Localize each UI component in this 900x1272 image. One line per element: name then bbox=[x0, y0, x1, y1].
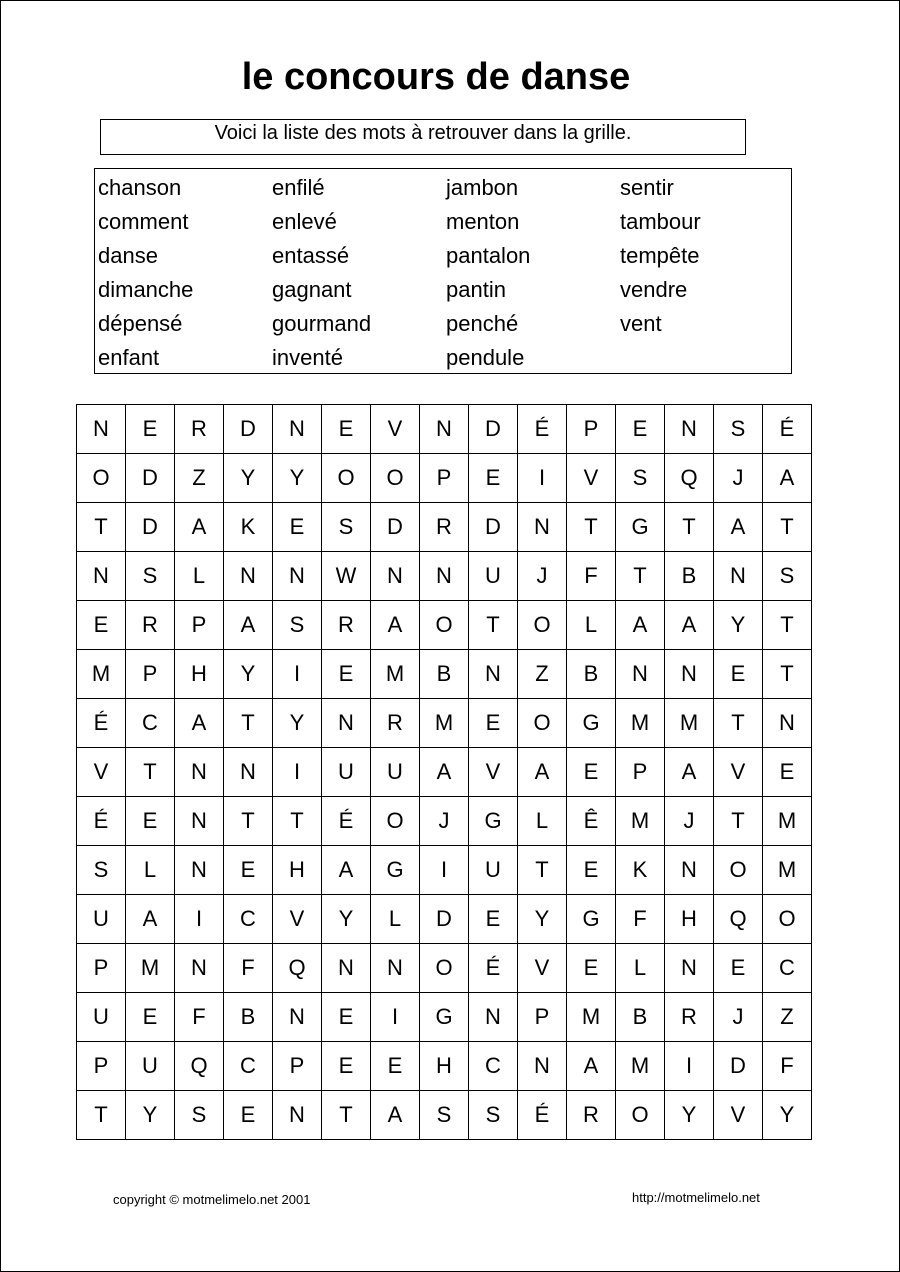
grid-row bbox=[77, 944, 812, 993]
grid-cell[interactable]: N bbox=[175, 944, 224, 993]
word-list-item: dimanche bbox=[98, 277, 194, 302]
grid-cell[interactable]: A bbox=[371, 601, 420, 650]
grid-cell[interactable]: E bbox=[224, 1091, 273, 1140]
grid-cell[interactable]: B bbox=[420, 650, 469, 699]
grid-cell[interactable]: P bbox=[77, 944, 126, 993]
grid-cell[interactable]: N bbox=[224, 552, 273, 601]
grid-cell[interactable]: N bbox=[469, 650, 518, 699]
grid-cell[interactable]: U bbox=[77, 895, 126, 944]
grid-cell[interactable]: S bbox=[469, 1091, 518, 1140]
grid-cell[interactable]: J bbox=[518, 552, 567, 601]
grid-cell[interactable]: N bbox=[665, 650, 714, 699]
grid-cell[interactable]: I bbox=[420, 846, 469, 895]
grid-cell[interactable]: G bbox=[371, 846, 420, 895]
grid-cell[interactable]: O bbox=[616, 1091, 665, 1140]
grid-cell[interactable]: T bbox=[77, 1091, 126, 1140]
grid-cell[interactable]: P bbox=[77, 1042, 126, 1091]
grid-cell[interactable]: O bbox=[518, 699, 567, 748]
word-list-item: penché bbox=[446, 311, 519, 336]
grid-cell[interactable]: N bbox=[175, 797, 224, 846]
grid-cell[interactable]: T bbox=[763, 503, 812, 552]
grid-cell[interactable]: N bbox=[371, 552, 420, 601]
grid-row bbox=[77, 699, 812, 748]
grid-cell[interactable]: K bbox=[224, 503, 273, 552]
grid-cell[interactable]: E bbox=[224, 846, 273, 895]
grid-cell[interactable]: A bbox=[126, 895, 175, 944]
grid-cell[interactable]: N bbox=[518, 1042, 567, 1091]
grid-cell[interactable]: C bbox=[763, 944, 812, 993]
grid-cell[interactable]: I bbox=[518, 454, 567, 503]
grid-cell[interactable]: A bbox=[763, 454, 812, 503]
grid-cell[interactable]: Y bbox=[224, 454, 273, 503]
grid-row bbox=[77, 846, 812, 895]
grid-cell[interactable]: V bbox=[714, 1091, 763, 1140]
grid-cell[interactable]: L bbox=[567, 601, 616, 650]
grid-cell[interactable]: E bbox=[273, 503, 322, 552]
grid-cell[interactable]: I bbox=[273, 748, 322, 797]
grid-cell[interactable]: U bbox=[126, 1042, 175, 1091]
grid-cell[interactable]: A bbox=[518, 748, 567, 797]
grid-cell[interactable]: T bbox=[567, 503, 616, 552]
grid-cell[interactable]: P bbox=[616, 748, 665, 797]
grid-cell[interactable]: Y bbox=[665, 1091, 714, 1140]
grid-cell[interactable]: T bbox=[714, 699, 763, 748]
grid-cell[interactable]: T bbox=[518, 846, 567, 895]
word-list-item: enfilé bbox=[272, 175, 325, 200]
grid-row bbox=[77, 454, 812, 503]
grid-cell[interactable]: T bbox=[763, 650, 812, 699]
grid-row bbox=[77, 993, 812, 1042]
grid-cell[interactable]: Q bbox=[273, 944, 322, 993]
grid-cell[interactable]: B bbox=[665, 552, 714, 601]
grid-cell[interactable]: N bbox=[714, 552, 763, 601]
grid-cell[interactable]: O bbox=[420, 601, 469, 650]
grid-cell[interactable]: L bbox=[126, 846, 175, 895]
grid-cell[interactable]: A bbox=[420, 748, 469, 797]
grid-cell[interactable]: Q bbox=[714, 895, 763, 944]
grid-cell[interactable]: E bbox=[616, 405, 665, 454]
word-list-item: entassé bbox=[272, 243, 350, 268]
grid-cell[interactable]: H bbox=[175, 650, 224, 699]
grid-cell[interactable]: E bbox=[126, 797, 175, 846]
word-list-item: enfant bbox=[98, 345, 160, 370]
grid-row bbox=[77, 503, 812, 552]
grid-cell[interactable]: H bbox=[665, 895, 714, 944]
grid-cell[interactable]: R bbox=[665, 993, 714, 1042]
grid-cell[interactable]: T bbox=[224, 797, 273, 846]
grid-cell[interactable]: É bbox=[518, 405, 567, 454]
grid-cell[interactable]: U bbox=[77, 993, 126, 1042]
grid-cell[interactable]: A bbox=[175, 503, 224, 552]
grid-cell[interactable]: T bbox=[763, 601, 812, 650]
grid-cell[interactable]: Y bbox=[273, 454, 322, 503]
grid-cell[interactable]: W bbox=[322, 552, 371, 601]
site-url: http://motmelimelo.net bbox=[632, 1190, 760, 1205]
grid-cell[interactable]: H bbox=[273, 846, 322, 895]
copyright-text: copyright © motmelimelo.net 2001 bbox=[113, 1192, 311, 1207]
grid-row bbox=[77, 405, 812, 454]
grid-cell[interactable]: D bbox=[420, 895, 469, 944]
grid-cell[interactable]: E bbox=[567, 748, 616, 797]
grid-cell[interactable]: Y bbox=[126, 1091, 175, 1140]
grid-cell[interactable]: T bbox=[714, 797, 763, 846]
grid-cell[interactable]: Y bbox=[763, 1091, 812, 1140]
grid-row bbox=[77, 748, 812, 797]
grid-cell[interactable]: R bbox=[126, 601, 175, 650]
grid-cell[interactable]: V bbox=[273, 895, 322, 944]
grid-cell[interactable]: C bbox=[224, 1042, 273, 1091]
grid-cell[interactable]: R bbox=[175, 405, 224, 454]
grid-cell[interactable]: V bbox=[371, 405, 420, 454]
grid-cell[interactable]: F bbox=[616, 895, 665, 944]
word-list-item: enlevé bbox=[272, 209, 337, 234]
word-list-item: gagnant bbox=[272, 277, 352, 302]
grid-cell[interactable]: P bbox=[273, 1042, 322, 1091]
grid-cell[interactable]: O bbox=[322, 454, 371, 503]
grid-cell[interactable]: E bbox=[469, 895, 518, 944]
grid-cell[interactable]: M bbox=[616, 797, 665, 846]
word-list-item: pantalon bbox=[446, 243, 531, 268]
grid-cell[interactable]: N bbox=[665, 944, 714, 993]
grid-cell[interactable]: R bbox=[371, 699, 420, 748]
grid-cell[interactable]: I bbox=[175, 895, 224, 944]
grid-cell[interactable]: L bbox=[616, 944, 665, 993]
page-title: le concours de danse bbox=[241, 56, 631, 98]
grid-cell[interactable]: P bbox=[175, 601, 224, 650]
grid-cell[interactable]: E bbox=[322, 650, 371, 699]
instructions-box: Voici la liste des mots à retrouver dans la grille. bbox=[100, 119, 746, 155]
grid-cell[interactable]: S bbox=[763, 552, 812, 601]
grid-cell[interactable]: J bbox=[714, 993, 763, 1042]
word-list bbox=[94, 168, 792, 374]
grid-cell[interactable]: Y bbox=[273, 699, 322, 748]
grid-cell[interactable]: É bbox=[77, 797, 126, 846]
grid-cell[interactable]: C bbox=[469, 1042, 518, 1091]
grid-cell[interactable]: S bbox=[175, 1091, 224, 1140]
grid-cell[interactable]: N bbox=[665, 405, 714, 454]
grid-cell[interactable]: M bbox=[616, 1042, 665, 1091]
grid-cell[interactable]: I bbox=[371, 993, 420, 1042]
grid-cell[interactable]: M bbox=[567, 993, 616, 1042]
grid-cell[interactable]: J bbox=[420, 797, 469, 846]
word-list-item: chanson bbox=[98, 175, 182, 200]
grid-cell[interactable]: Q bbox=[175, 1042, 224, 1091]
grid-cell[interactable]: I bbox=[665, 1042, 714, 1091]
grid-cell[interactable]: P bbox=[420, 454, 469, 503]
grid-cell[interactable]: A bbox=[224, 601, 273, 650]
grid-cell[interactable]: N bbox=[763, 699, 812, 748]
grid-row bbox=[77, 601, 812, 650]
grid-cell[interactable]: Z bbox=[518, 650, 567, 699]
grid-cell[interactable]: D bbox=[714, 1042, 763, 1091]
grid-cell[interactable]: E bbox=[567, 846, 616, 895]
word-list-item: comment bbox=[98, 209, 189, 234]
grid-cell[interactable]: P bbox=[567, 405, 616, 454]
word-list-item: sentir bbox=[620, 175, 674, 200]
grid-cell[interactable]: S bbox=[714, 405, 763, 454]
grid-cell[interactable]: O bbox=[371, 797, 420, 846]
grid-cell[interactable]: E bbox=[714, 944, 763, 993]
grid-cell[interactable]: T bbox=[224, 699, 273, 748]
grid-cell[interactable]: T bbox=[469, 601, 518, 650]
grid-cell[interactable]: E bbox=[322, 1042, 371, 1091]
grid-cell[interactable]: N bbox=[616, 650, 665, 699]
grid-cell[interactable]: M bbox=[371, 650, 420, 699]
grid-cell[interactable]: O bbox=[518, 601, 567, 650]
grid-cell[interactable]: F bbox=[763, 1042, 812, 1091]
grid-cell[interactable]: B bbox=[567, 650, 616, 699]
grid-cell[interactable]: D bbox=[371, 503, 420, 552]
grid-cell[interactable]: C bbox=[126, 699, 175, 748]
grid-row bbox=[77, 650, 812, 699]
grid-cell[interactable]: N bbox=[175, 748, 224, 797]
grid-cell[interactable]: É bbox=[77, 699, 126, 748]
grid-cell[interactable]: I bbox=[273, 650, 322, 699]
grid-cell[interactable]: S bbox=[616, 454, 665, 503]
word-list-item: gourmand bbox=[272, 311, 372, 336]
grid-cell[interactable]: M bbox=[763, 846, 812, 895]
grid-cell[interactable]: E bbox=[763, 748, 812, 797]
grid-cell[interactable]: L bbox=[518, 797, 567, 846]
grid-cell[interactable]: N bbox=[224, 748, 273, 797]
grid-cell[interactable]: C bbox=[224, 895, 273, 944]
grid-cell[interactable]: T bbox=[665, 503, 714, 552]
grid-row bbox=[77, 895, 812, 944]
grid-cell[interactable]: É bbox=[322, 797, 371, 846]
grid-cell[interactable]: Ê bbox=[567, 797, 616, 846]
grid-cell[interactable]: S bbox=[420, 1091, 469, 1140]
grid-cell[interactable]: R bbox=[420, 503, 469, 552]
grid-cell[interactable]: U bbox=[322, 748, 371, 797]
grid-cell[interactable]: E bbox=[322, 405, 371, 454]
word-list-item: tempête bbox=[620, 243, 700, 268]
grid-cell[interactable]: R bbox=[567, 1091, 616, 1140]
word-list-item: vent bbox=[620, 311, 662, 336]
word-list-item: menton bbox=[446, 209, 520, 234]
grid-cell[interactable]: L bbox=[175, 552, 224, 601]
grid-cell[interactable]: O bbox=[714, 846, 763, 895]
grid-row bbox=[77, 797, 812, 846]
grid-cell[interactable]: O bbox=[77, 454, 126, 503]
grid-cell[interactable]: M bbox=[616, 699, 665, 748]
grid-cell[interactable]: G bbox=[567, 699, 616, 748]
grid-cell[interactable]: A bbox=[322, 846, 371, 895]
grid-cell[interactable]: D bbox=[126, 503, 175, 552]
grid-cell[interactable]: M bbox=[763, 797, 812, 846]
grid-cell[interactable]: U bbox=[469, 846, 518, 895]
grid-cell[interactable]: N bbox=[371, 944, 420, 993]
grid-cell[interactable]: M bbox=[420, 699, 469, 748]
grid-cell[interactable]: A bbox=[616, 601, 665, 650]
grid-cell[interactable]: A bbox=[665, 748, 714, 797]
grid-cell[interactable]: J bbox=[714, 454, 763, 503]
grid-cell[interactable]: Y bbox=[224, 650, 273, 699]
grid-cell[interactable]: E bbox=[126, 993, 175, 1042]
grid-row bbox=[77, 1091, 812, 1140]
grid-cell[interactable]: V bbox=[469, 748, 518, 797]
grid-cell[interactable]: P bbox=[126, 650, 175, 699]
grid-cell[interactable]: K bbox=[616, 846, 665, 895]
grid-cell[interactable]: N bbox=[77, 552, 126, 601]
grid-cell[interactable]: E bbox=[371, 1042, 420, 1091]
grid-cell[interactable]: É bbox=[763, 405, 812, 454]
word-list-item: inventé bbox=[272, 345, 343, 370]
grid-cell[interactable]: V bbox=[77, 748, 126, 797]
grid-cell[interactable]: O bbox=[763, 895, 812, 944]
grid-cell[interactable]: U bbox=[371, 748, 420, 797]
grid-cell[interactable]: T bbox=[273, 797, 322, 846]
grid-cell[interactable]: N bbox=[322, 944, 371, 993]
grid-cell[interactable]: U bbox=[469, 552, 518, 601]
grid-cell[interactable]: N bbox=[420, 405, 469, 454]
grid-cell[interactable]: E bbox=[714, 650, 763, 699]
word-list-item: pendule bbox=[446, 345, 525, 370]
word-list-item: tambour bbox=[620, 209, 701, 234]
grid-cell[interactable]: A bbox=[175, 699, 224, 748]
grid-cell[interactable]: O bbox=[371, 454, 420, 503]
grid-cell[interactable]: V bbox=[518, 944, 567, 993]
grid-cell[interactable]: V bbox=[567, 454, 616, 503]
grid-cell[interactable]: B bbox=[616, 993, 665, 1042]
grid-cell[interactable]: D bbox=[469, 405, 518, 454]
grid-cell[interactable]: T bbox=[77, 503, 126, 552]
grid-cell[interactable]: M bbox=[77, 650, 126, 699]
grid-cell[interactable]: S bbox=[126, 552, 175, 601]
grid-cell[interactable]: A bbox=[567, 1042, 616, 1091]
grid-cell[interactable]: E bbox=[567, 944, 616, 993]
grid-cell[interactable]: A bbox=[714, 503, 763, 552]
grid-cell[interactable]: T bbox=[322, 1091, 371, 1140]
grid-cell[interactable]: D bbox=[126, 454, 175, 503]
grid-cell[interactable]: É bbox=[469, 944, 518, 993]
grid-cell[interactable]: T bbox=[616, 552, 665, 601]
grid-cell[interactable]: Z bbox=[175, 454, 224, 503]
grid-cell[interactable]: P bbox=[518, 993, 567, 1042]
grid-cell[interactable]: Q bbox=[665, 454, 714, 503]
word-list-item: dépensé bbox=[98, 311, 183, 336]
grid-cell[interactable]: É bbox=[518, 1091, 567, 1140]
grid-cell[interactable]: S bbox=[77, 846, 126, 895]
grid-cell[interactable]: E bbox=[469, 699, 518, 748]
letter-grid bbox=[76, 404, 812, 1140]
grid-cell[interactable]: N bbox=[273, 1091, 322, 1140]
grid-cell[interactable]: N bbox=[273, 405, 322, 454]
grid-row bbox=[77, 552, 812, 601]
grid-cell[interactable]: N bbox=[322, 699, 371, 748]
grid-cell[interactable]: N bbox=[175, 846, 224, 895]
word-list-item: pantin bbox=[446, 277, 506, 302]
grid-cell[interactable]: D bbox=[224, 405, 273, 454]
grid-cell[interactable]: O bbox=[420, 944, 469, 993]
grid-cell[interactable]: Y bbox=[518, 895, 567, 944]
word-list-item: danse bbox=[98, 243, 158, 268]
grid-cell[interactable]: J bbox=[665, 797, 714, 846]
grid-cell[interactable]: R bbox=[322, 601, 371, 650]
grid-cell[interactable]: F bbox=[224, 944, 273, 993]
grid-cell[interactable]: N bbox=[273, 552, 322, 601]
grid-cell[interactable]: V bbox=[714, 748, 763, 797]
grid-cell[interactable]: N bbox=[469, 993, 518, 1042]
word-list-item: vendre bbox=[620, 277, 688, 302]
grid-cell[interactable]: Y bbox=[322, 895, 371, 944]
grid-row bbox=[77, 1042, 812, 1091]
grid-cell[interactable]: N bbox=[77, 405, 126, 454]
grid-cell[interactable]: N bbox=[518, 503, 567, 552]
grid-cell[interactable]: E bbox=[126, 405, 175, 454]
grid-cell[interactable]: G bbox=[469, 797, 518, 846]
grid-cell[interactable]: M bbox=[665, 699, 714, 748]
word-list-item: jambon bbox=[446, 175, 519, 200]
grid-cell[interactable]: N bbox=[420, 552, 469, 601]
grid-cell[interactable]: Y bbox=[714, 601, 763, 650]
grid-cell[interactable]: Z bbox=[763, 993, 812, 1042]
grid-cell[interactable]: E bbox=[77, 601, 126, 650]
grid-cell[interactable]: S bbox=[322, 503, 371, 552]
grid-cell[interactable]: A bbox=[371, 1091, 420, 1140]
grid-cell[interactable]: E bbox=[469, 454, 518, 503]
grid-cell[interactable]: L bbox=[371, 895, 420, 944]
grid-cell[interactable]: F bbox=[175, 993, 224, 1042]
grid-cell[interactable]: F bbox=[567, 552, 616, 601]
grid-cell[interactable]: E bbox=[322, 993, 371, 1042]
grid-cell[interactable]: S bbox=[273, 601, 322, 650]
grid-cell[interactable]: N bbox=[665, 846, 714, 895]
grid-cell[interactable]: N bbox=[273, 993, 322, 1042]
grid-cell[interactable]: G bbox=[420, 993, 469, 1042]
grid-cell[interactable]: D bbox=[469, 503, 518, 552]
grid-cell[interactable]: A bbox=[665, 601, 714, 650]
grid-cell[interactable]: G bbox=[616, 503, 665, 552]
grid-cell[interactable]: T bbox=[126, 748, 175, 797]
grid-cell[interactable]: M bbox=[126, 944, 175, 993]
grid-cell[interactable]: B bbox=[224, 993, 273, 1042]
grid-cell[interactable]: G bbox=[567, 895, 616, 944]
grid-cell[interactable]: H bbox=[420, 1042, 469, 1091]
